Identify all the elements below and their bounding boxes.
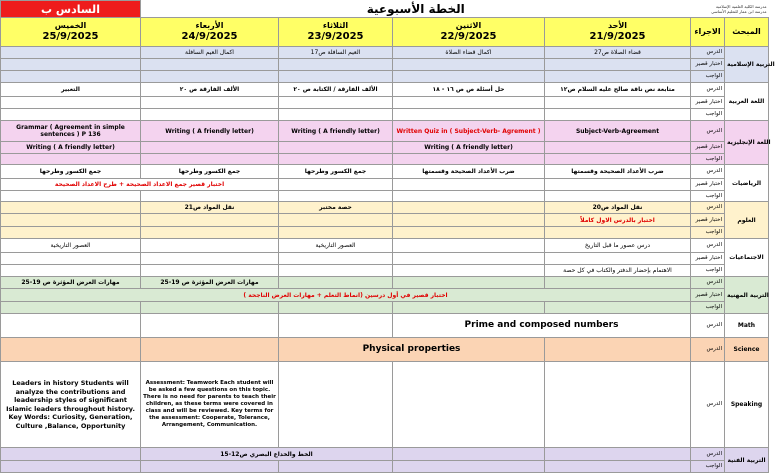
- cell: [545, 97, 691, 109]
- math-en-row: [1, 314, 769, 338]
- subject-english: اللغة الإنجليزية: [725, 121, 769, 165]
- cell: [545, 109, 691, 121]
- cell: جمع الكسور وطرحها: [279, 165, 393, 179]
- cell: [393, 71, 545, 83]
- cell: نقل المواد ص20: [545, 202, 691, 214]
- cell: الألف الفارقة ص ٢٠: [141, 83, 279, 97]
- cell: [393, 191, 545, 202]
- cell: [393, 59, 545, 71]
- day-name: الثلاثاء: [322, 21, 349, 30]
- cell: [141, 214, 279, 227]
- cell: [545, 227, 691, 239]
- school-line-1: مدرسة الكلية العلمية الإسلامية: [715, 3, 767, 9]
- cell: [141, 253, 279, 265]
- subject-science-en: Science: [725, 338, 769, 362]
- islamic-quiz-row: [1, 59, 769, 71]
- day-header-wed: [141, 18, 279, 47]
- row-type: الدرس: [691, 448, 725, 461]
- cell: اختبار قصير جمع الاعداد الصحيحة + طرح الاعداد الصحيحة: [1, 179, 279, 191]
- cell: [393, 214, 545, 227]
- cell: [1, 314, 141, 338]
- cell: [1, 97, 141, 109]
- cell: [279, 109, 393, 121]
- social-lesson-row: [1, 239, 769, 253]
- cell: Grammar ( Agreement in simple sentences ) P 136: [1, 121, 141, 142]
- english-lesson-row: [1, 121, 769, 142]
- cell: [141, 191, 279, 202]
- cell: [279, 302, 393, 314]
- cell: [545, 338, 691, 362]
- cell: [141, 302, 279, 314]
- cell: مهارات العرض المؤثرة ص 19-25: [141, 277, 279, 289]
- cell: [279, 214, 393, 227]
- cell: [279, 253, 393, 265]
- cell: [545, 362, 691, 448]
- cell: [545, 142, 691, 154]
- cell: [279, 179, 393, 191]
- science-homework-row: [1, 227, 769, 239]
- cell: [393, 179, 545, 191]
- cell: حصة مختبر: [279, 202, 393, 214]
- cell: [1, 227, 141, 239]
- cell: اكمال قضاء الصلاة: [393, 47, 545, 59]
- math-lesson-row: [1, 165, 769, 179]
- row-type: الدرس: [691, 338, 725, 362]
- cell: [141, 265, 279, 277]
- cell: [545, 448, 691, 461]
- cell: [141, 227, 279, 239]
- english-quiz-row: [1, 142, 769, 154]
- vocational-quiz-row: [1, 289, 769, 302]
- cell: التعبير: [1, 83, 141, 97]
- cell: [279, 265, 393, 277]
- english-homework-row: [1, 154, 769, 165]
- row-type: اختبار قصير: [691, 253, 725, 265]
- row-type: اختبار قصير: [691, 97, 725, 109]
- cell: [1, 202, 141, 214]
- day-header-sun: [545, 18, 691, 47]
- subject-math: الرياضيات: [725, 165, 769, 202]
- cell: [393, 265, 545, 277]
- day-header-tue: [279, 18, 393, 47]
- science-quiz-row: [1, 214, 769, 227]
- cell: Written Quiz in ( Subject-Verb- Agrement ): [393, 121, 545, 142]
- cell: اختبار بالدرس الاول كاملاً: [545, 214, 691, 227]
- class-name: السادس ب: [1, 1, 141, 18]
- row-type: الدرس: [691, 362, 725, 448]
- cell: الخط والخداع البصري ص12-15: [141, 448, 393, 461]
- row-type: الواجب: [691, 154, 725, 165]
- day-name: الاثنين: [455, 21, 482, 30]
- cell: [1, 47, 141, 59]
- row-type: الواجب: [691, 461, 725, 473]
- cell: [1, 265, 141, 277]
- row-type: الدرس: [691, 47, 725, 59]
- school-name: [691, 1, 769, 18]
- cell: [393, 239, 545, 253]
- cell: جمع الكسور وطرحها: [141, 165, 279, 179]
- cell: [1, 191, 141, 202]
- row-type: اختبار قصير: [691, 289, 725, 302]
- row-type: اختبار قصير: [691, 179, 725, 191]
- cell: نقل المواد ص21: [141, 202, 279, 214]
- cell: [393, 154, 545, 165]
- day-date: 22/9/2025: [440, 31, 497, 42]
- cell: [393, 227, 545, 239]
- cell: Leaders in history Students will analyze the contributions and leadership styles of significant Islamic leaders throughout history. Key Words: Curiosity, Generation, Culture ,Balance, Opportunity: [1, 362, 141, 448]
- cell: جمع الكسور وطرحها: [1, 165, 141, 179]
- cell: Assessment: Teamwork Each student will be asked a few questions on this topic. There is no need for parents to teach their children, as these terms were covered in class and will be reviewed. Key terms for the assessment: Cooperate, Tolerance, Arrangement, Communication.: [141, 362, 279, 448]
- cell: [393, 202, 545, 214]
- cell: [141, 239, 279, 253]
- cell: [279, 362, 393, 448]
- cell: Writing ( A friendly letter): [279, 121, 393, 142]
- cell: [1, 71, 141, 83]
- row-type: الدرس: [691, 202, 725, 214]
- cell: ضرب الأعداد الصحيحة وقسمتها: [545, 165, 691, 179]
- row-type: الدرس: [691, 121, 725, 142]
- islamic-homework-row: [1, 71, 769, 83]
- row-type: الدرس: [691, 277, 725, 289]
- cell: [141, 109, 279, 121]
- subject-science: العلوم: [725, 202, 769, 239]
- row-type: الواجب: [691, 191, 725, 202]
- cell: قضاء الصلاة ص27: [545, 47, 691, 59]
- cell: اختبار قصير في أول درسين (انماط التعلم + مهارات العرض الناجحة ): [1, 289, 691, 302]
- cell: العصور التاريخية: [279, 239, 393, 253]
- day-date: 24/9/2025: [181, 31, 238, 42]
- islamic-lesson-row: [1, 47, 769, 59]
- cell: [393, 109, 545, 121]
- row-type: الدرس: [691, 165, 725, 179]
- cell: [279, 154, 393, 165]
- science-en-row: [1, 338, 769, 362]
- procedure-header: الاجراء: [691, 18, 725, 47]
- cell: الألف الفارقة / الكتابة ص ٢٠: [279, 83, 393, 97]
- cell: [1, 109, 141, 121]
- cell: [393, 461, 545, 473]
- cell: [141, 142, 279, 154]
- school-line-2: مدرسة ابن عمار للتعليم الأساسي: [711, 8, 767, 14]
- cell: [545, 302, 691, 314]
- subject-math-en: Math: [725, 314, 769, 338]
- subject-vocational: التربية المهنية: [725, 277, 769, 314]
- cell: [279, 59, 393, 71]
- cell: [545, 461, 691, 473]
- subject-islamic: التربية الإسلامية: [725, 47, 769, 83]
- cell: [1, 214, 141, 227]
- subject-speaking: Speaking: [725, 362, 769, 448]
- science-lesson-row: [1, 202, 769, 214]
- art-homework-row: [1, 461, 769, 473]
- cell: [279, 191, 393, 202]
- cell: Writing ( A friendly letter): [393, 142, 545, 154]
- subject-header: المبحث: [725, 18, 769, 47]
- cell: [1, 338, 141, 362]
- cell: اكمال العيم السافلة: [141, 47, 279, 59]
- cell: [1, 154, 141, 165]
- cell: [1, 253, 141, 265]
- cell: [279, 142, 393, 154]
- cell: [393, 253, 545, 265]
- cell: [393, 362, 545, 448]
- row-type: اختبار قصير: [691, 214, 725, 227]
- cell: [279, 97, 393, 109]
- cell: [393, 448, 545, 461]
- cell: [545, 154, 691, 165]
- day-header-thu: [1, 18, 141, 47]
- cell: الاهتمام بإحضار الدفتر والكتاب في كل حصة: [545, 265, 691, 277]
- speaking-row: [1, 362, 769, 448]
- vocational-homework-row: [1, 302, 769, 314]
- cell: [279, 227, 393, 239]
- cell: [141, 314, 279, 338]
- day-date: 23/9/2025: [307, 31, 364, 42]
- cell: [545, 59, 691, 71]
- cell: [141, 461, 279, 473]
- row-type: الواجب: [691, 265, 725, 277]
- math-homework-row: [1, 191, 769, 202]
- cell: [279, 461, 393, 473]
- row-type: اختبار قصير: [691, 59, 725, 71]
- row-type: الواجب: [691, 302, 725, 314]
- cell: [141, 97, 279, 109]
- cell: [279, 314, 393, 338]
- cell: متابعة نص ناقة صالح عليه السلام ص١٢: [545, 83, 691, 97]
- arabic-quiz-row: [1, 97, 769, 109]
- cell: Writing ( A friendly letter): [1, 142, 141, 154]
- cell: [545, 71, 691, 83]
- cell: مهارات العرض المؤثرة ص 19-25: [1, 277, 141, 289]
- cell: ضرب الأعداد الصحيحة وقسمتها: [393, 165, 545, 179]
- vocational-lesson-row: [1, 277, 769, 289]
- cell: [141, 154, 279, 165]
- cell: [1, 461, 141, 473]
- cell: [393, 277, 545, 289]
- subject-art: التربية الفنية: [725, 448, 769, 473]
- cell: [141, 338, 279, 362]
- cell: Prime and composed numbers: [393, 314, 691, 338]
- social-quiz-row: [1, 253, 769, 265]
- cell: [393, 302, 545, 314]
- math-quiz-row: [1, 179, 769, 191]
- subject-social: الاجتماعيات: [725, 239, 769, 277]
- art-lesson-row: [1, 448, 769, 461]
- cell: العصور التاريخية: [1, 239, 141, 253]
- cell: [141, 59, 279, 71]
- social-homework-row: [1, 265, 769, 277]
- row-type: الواجب: [691, 109, 725, 121]
- cell: حل أسئلة ص ص ١٦ - ١٨: [393, 83, 545, 97]
- day-name: الخميس: [54, 21, 87, 30]
- row-type: الواجب: [691, 71, 725, 83]
- row-type: الدرس: [691, 239, 725, 253]
- cell: [141, 71, 279, 83]
- cell: [1, 59, 141, 71]
- cell: [1, 448, 141, 461]
- subject-arabic: اللغة العربية: [725, 83, 769, 121]
- cell: العيم السافلة ص17: [279, 47, 393, 59]
- day-name: الأحد: [607, 21, 628, 30]
- cell: [545, 277, 691, 289]
- row-type: اختبار قصير: [691, 142, 725, 154]
- row-type: الدرس: [691, 314, 725, 338]
- row-type: الواجب: [691, 227, 725, 239]
- cell: [545, 253, 691, 265]
- cell: Physical properties: [279, 338, 545, 362]
- plan-title: الخطة الأسبوعية: [366, 1, 465, 16]
- cell: [1, 302, 141, 314]
- row-type: الدرس: [691, 83, 725, 97]
- cell: درس عصور ما قبل التاريخ: [545, 239, 691, 253]
- cell: [545, 179, 691, 191]
- arabic-homework-row: [1, 109, 769, 121]
- header-row: [1, 18, 769, 47]
- cell: Subject-Verb-Agreement: [545, 121, 691, 142]
- cell: [279, 71, 393, 83]
- arabic-lesson-row: [1, 83, 769, 97]
- cell: [393, 97, 545, 109]
- cell: Writing ( A friendly letter): [141, 121, 279, 142]
- day-name: الأربعاء: [195, 21, 224, 30]
- cell: [279, 277, 393, 289]
- day-date: 25/9/2025: [42, 31, 99, 42]
- day-header-mon: [393, 18, 545, 47]
- cell: [545, 191, 691, 202]
- day-date: 21/9/2025: [589, 31, 646, 42]
